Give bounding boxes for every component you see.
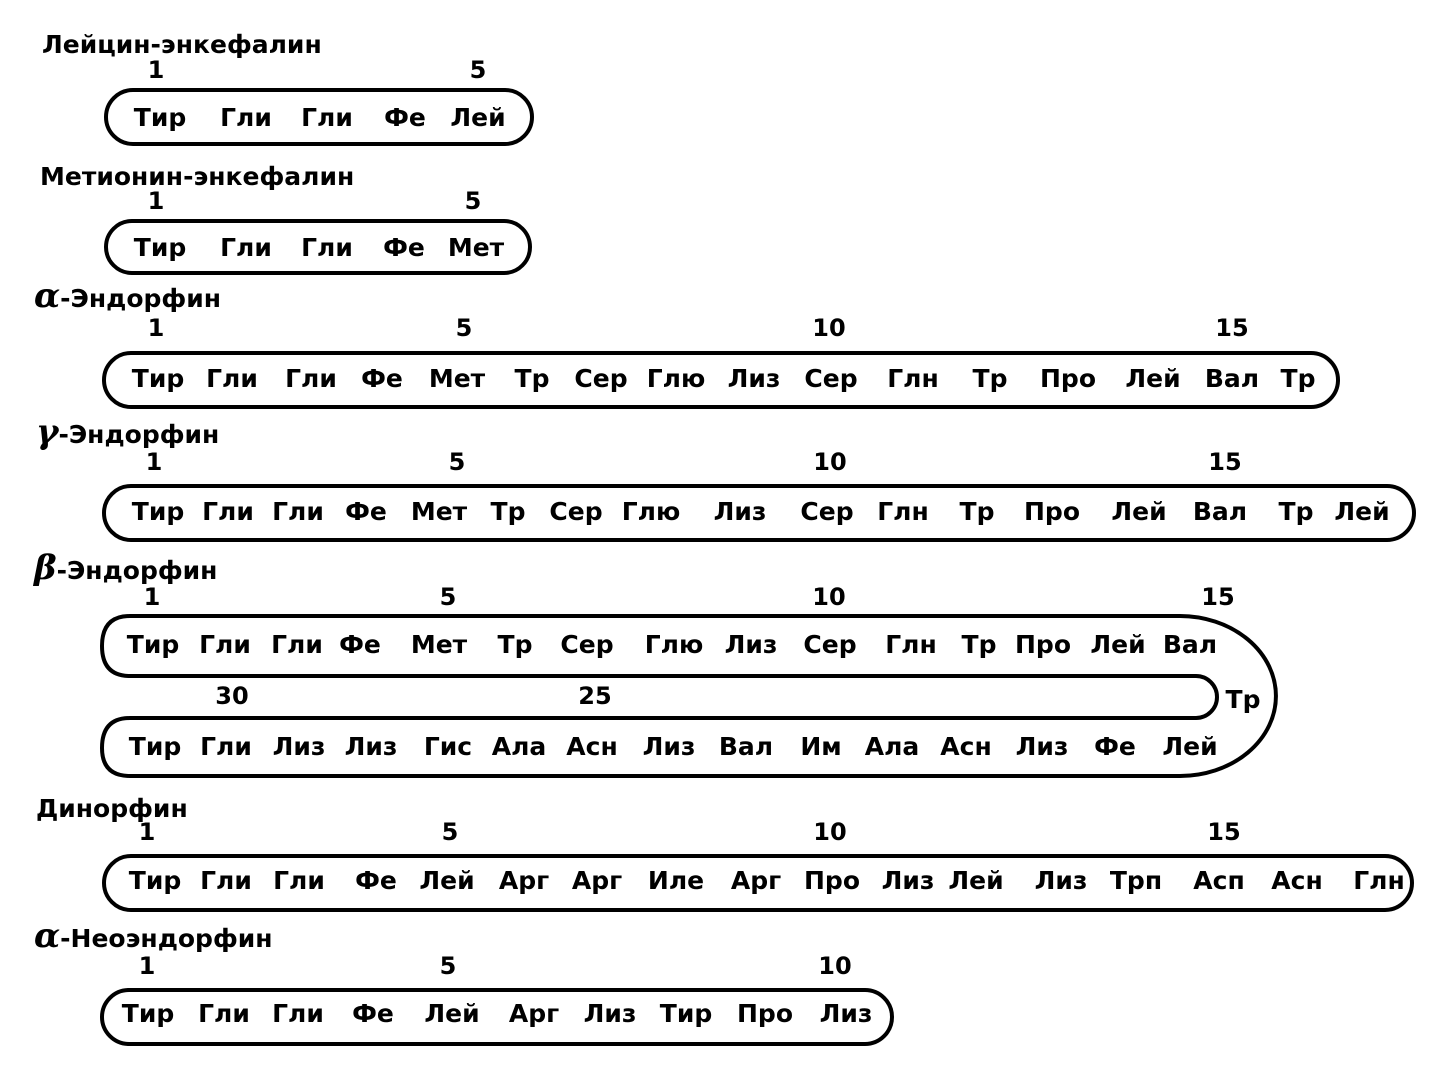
residue-position-number: 15: [1215, 314, 1249, 342]
residue-label: Вал: [718, 732, 774, 761]
residue-position-number: 15: [1208, 448, 1242, 476]
residue-label: Лиз: [713, 497, 767, 526]
residue-label: Лей: [424, 999, 480, 1028]
residue-label: Глю: [621, 497, 681, 526]
residue-label: Лей: [948, 866, 1004, 895]
residue-label: Фе: [352, 999, 394, 1028]
residue-label: Про: [1024, 497, 1080, 526]
residue-position-number: 10: [813, 448, 847, 476]
residue-position-number: 1: [147, 56, 165, 84]
residue-label: Тр: [514, 364, 550, 393]
residue-label: Асн: [940, 732, 992, 761]
residue-label: Вал: [1162, 630, 1218, 659]
residue-label: Асп: [1193, 866, 1245, 895]
residue-label: Арг: [498, 866, 550, 895]
residue-label: Тир: [121, 999, 175, 1028]
residue-label: Иле: [647, 866, 705, 895]
residue-label: Гли: [301, 103, 353, 132]
peptide-name: Лейцин-энкефалин: [42, 30, 322, 59]
residue-label: Глн: [1353, 866, 1405, 895]
residue-label: Асн: [1271, 866, 1323, 895]
residue-position-number: 5: [469, 56, 487, 84]
residue-position-number: 30: [215, 682, 249, 710]
residue-label: Тр: [961, 630, 997, 659]
residue-label: Про: [804, 866, 860, 895]
residue-label: Лей: [450, 103, 506, 132]
residue-label: Глн: [885, 630, 937, 659]
residue-label: Глн: [877, 497, 929, 526]
residue-label: Фе: [384, 103, 426, 132]
peptide-name: -Эндорфин: [56, 556, 218, 585]
peptide-name: -Неоэндорфин: [60, 924, 273, 953]
residue-label: Лей: [1090, 630, 1146, 659]
peptide-name: -Эндорфин: [58, 420, 220, 449]
residue-label: Вал: [1204, 364, 1260, 393]
residue-label: Мет: [428, 364, 486, 393]
residue-label: Тир: [659, 999, 713, 1028]
residue-label: Лиз: [881, 866, 935, 895]
residue-label: Лиз: [724, 630, 778, 659]
residue-position-number: 10: [818, 952, 852, 980]
residue-label: Сер: [574, 364, 628, 393]
greek-prefix: β: [34, 548, 57, 588]
residue-label: Сер: [800, 497, 854, 526]
residue-label: Тир: [133, 233, 187, 262]
residue-position-number: 25: [578, 682, 612, 710]
residue-label: Гли: [220, 103, 272, 132]
residue-position-number: 5: [439, 952, 457, 980]
residue-label: Сер: [803, 630, 857, 659]
residue-position-number: 5: [441, 818, 459, 846]
residue-label: Лиз: [583, 999, 637, 1028]
residue-label: Глю: [644, 630, 704, 659]
residue-label: Тир: [128, 732, 182, 761]
peptide-name: -Эндорфин: [60, 284, 222, 313]
residue-label: Глн: [887, 364, 939, 393]
residue-label: Вал: [1192, 497, 1248, 526]
residue-position-number: 15: [1201, 583, 1235, 611]
residue-label: Тир: [133, 103, 187, 132]
residue-label: Мет: [410, 630, 468, 659]
residue-position-number: 1: [138, 818, 156, 846]
residue-label: Фе: [383, 233, 425, 262]
residue-position-number: 10: [812, 583, 846, 611]
residue-position-number: 1: [138, 952, 156, 980]
residue-label: Фе: [361, 364, 403, 393]
residue-position-number: 5: [455, 314, 473, 342]
residue-label: Тир: [131, 364, 185, 393]
residue-label: Ала: [491, 732, 547, 761]
residue-label: Фе: [339, 630, 381, 659]
residue-label: Тир: [128, 866, 182, 895]
greek-prefix: α: [34, 276, 61, 316]
residue-label: Глю: [646, 364, 706, 393]
residue-position-number: 5: [448, 448, 466, 476]
residue-label: Тр: [1280, 364, 1316, 393]
residue-position-number: 10: [813, 818, 847, 846]
residue-position-number: 5: [464, 187, 482, 215]
residue-label: Гли: [272, 999, 324, 1028]
residue-position-number: 1: [145, 448, 163, 476]
residue-label: Тр: [972, 364, 1008, 393]
residue-label: Гли: [285, 364, 337, 393]
residue-position-number: 5: [439, 583, 457, 611]
residue-label: Фе: [355, 866, 397, 895]
residue-label: Гли: [200, 732, 252, 761]
residue-position-number: 1: [147, 314, 165, 342]
residue-label-turn: Тр: [1225, 685, 1261, 714]
residue-label: Асн: [566, 732, 618, 761]
residue-label: Лей: [419, 866, 475, 895]
residue-label: Ала: [864, 732, 920, 761]
residue-label: Тир: [131, 497, 185, 526]
residue-label: Трп: [1109, 866, 1163, 895]
residue-label: Гис: [423, 732, 473, 761]
residue-label: Лиз: [1015, 732, 1069, 761]
residue-label: Лиз: [1034, 866, 1088, 895]
residue-label: Тр: [497, 630, 533, 659]
residue-label: Лиз: [819, 999, 873, 1028]
residue-label: Гли: [199, 630, 251, 659]
residue-label: Им: [800, 732, 842, 761]
residue-label: Тр: [490, 497, 526, 526]
residue-label: Лиз: [272, 732, 326, 761]
residue-label: Тр: [959, 497, 995, 526]
residue-label: Мет: [447, 233, 505, 262]
greek-prefix: γ: [36, 412, 59, 452]
peptide-name: Динорфин: [36, 794, 188, 823]
residue-label: Лей: [1125, 364, 1181, 393]
residue-position-number: 15: [1207, 818, 1241, 846]
residue-label: Гли: [200, 866, 252, 895]
residue-label: Гли: [206, 364, 258, 393]
residue-position-number: 1: [143, 583, 161, 611]
residue-label: Лиз: [642, 732, 696, 761]
residue-label: Лей: [1334, 497, 1390, 526]
residue-label: Тир: [126, 630, 180, 659]
residue-label: Про: [1015, 630, 1071, 659]
residue-label: Арг: [730, 866, 782, 895]
residue-label: Арг: [571, 866, 623, 895]
residue-label: Сер: [549, 497, 603, 526]
residue-label: Про: [737, 999, 793, 1028]
residue-label: Гли: [220, 233, 272, 262]
residue-label: Мет: [410, 497, 468, 526]
residue-label: Арг: [508, 999, 560, 1028]
residue-label: Фе: [345, 497, 387, 526]
residue-position-number: 1: [147, 187, 165, 215]
residue-label: Гли: [271, 630, 323, 659]
residue-label: Сер: [804, 364, 858, 393]
residue-label: Про: [1040, 364, 1096, 393]
residue-label: Лей: [1111, 497, 1167, 526]
residue-label: Лиз: [344, 732, 398, 761]
residue-label: Фе: [1094, 732, 1136, 761]
residue-label: Гли: [198, 999, 250, 1028]
greek-prefix: α: [34, 916, 61, 956]
residue-label: Тр: [1278, 497, 1314, 526]
residue-label: Лиз: [727, 364, 781, 393]
residue-position-number: 10: [812, 314, 846, 342]
residue-label: Лей: [1162, 732, 1218, 761]
residue-label: Гли: [272, 497, 324, 526]
residue-label: Сер: [560, 630, 614, 659]
residue-label: Гли: [202, 497, 254, 526]
residue-label: Гли: [273, 866, 325, 895]
residue-label: Гли: [301, 233, 353, 262]
peptide-name: Метионин-энкефалин: [40, 162, 355, 191]
